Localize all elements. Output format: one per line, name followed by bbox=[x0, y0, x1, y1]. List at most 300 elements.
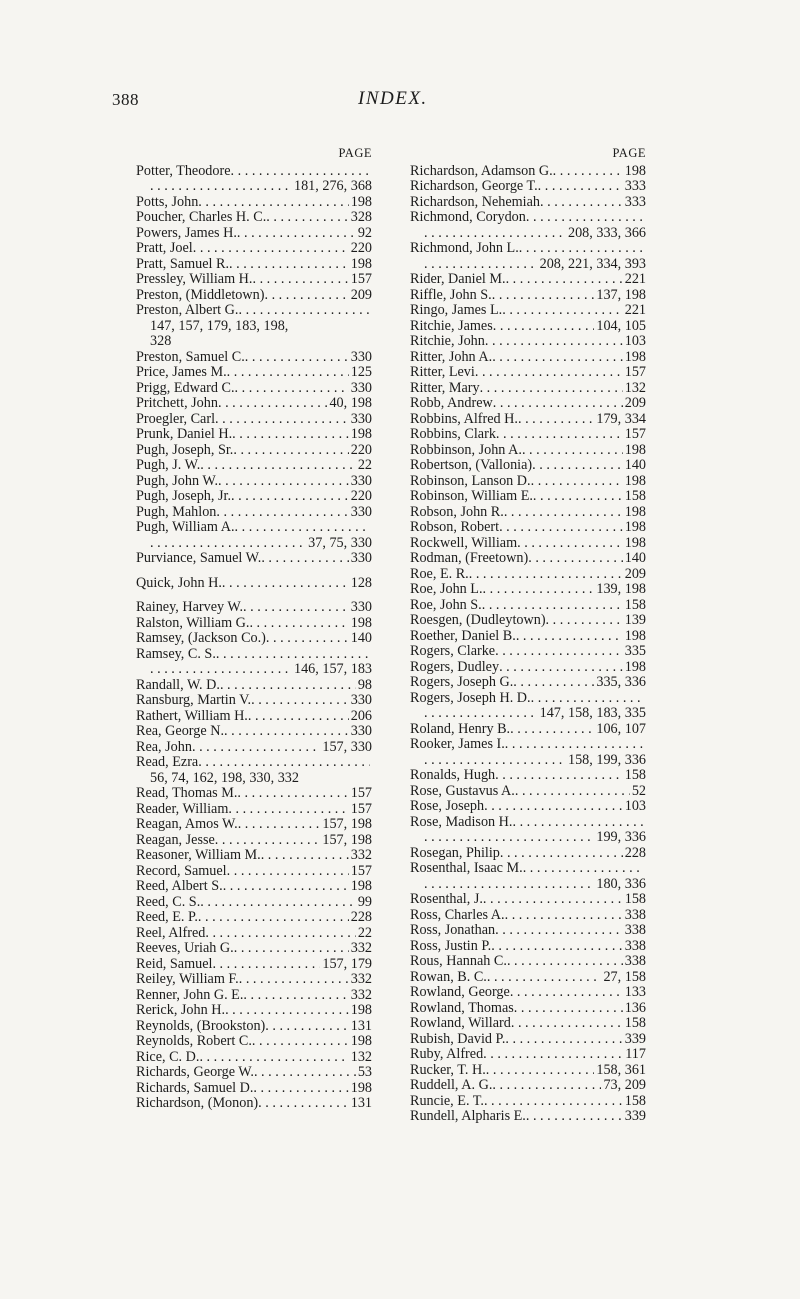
entry-name: Pugh, J. W. bbox=[136, 457, 201, 473]
entry-name: Robbins, Clark bbox=[410, 426, 496, 442]
entry-name: Roe, E. R. bbox=[410, 565, 469, 582]
index-entry bbox=[410, 474, 646, 490]
leader-dots bbox=[499, 520, 623, 536]
entry-pages: 157 bbox=[624, 426, 646, 442]
leader-dots bbox=[253, 1081, 348, 1097]
index-entry bbox=[410, 613, 646, 629]
index-entry bbox=[410, 1016, 646, 1032]
entry-name: Read, Ezra bbox=[136, 754, 199, 770]
index-entry bbox=[410, 846, 646, 862]
entry-name: Roland, Henry B. bbox=[410, 720, 511, 737]
leader-dots bbox=[150, 536, 306, 552]
index-entry bbox=[410, 861, 646, 877]
entry-name: Rowland, George bbox=[410, 984, 510, 1000]
entry-pages: 125 bbox=[350, 364, 372, 380]
entry-name: Ross, Charles A. bbox=[410, 906, 505, 923]
leader-dots bbox=[496, 427, 623, 443]
entry-pages: 106, 107 bbox=[596, 720, 646, 737]
entry-pages: 137, 198 bbox=[596, 286, 646, 303]
index-entry bbox=[410, 350, 646, 366]
leader-dots bbox=[252, 272, 348, 288]
entry-pages: 158, 199, 336 bbox=[567, 751, 646, 768]
leader-dots bbox=[492, 1078, 601, 1094]
entry-name: Roe, John S. bbox=[410, 596, 482, 613]
index-entry bbox=[410, 179, 646, 195]
leader-dots bbox=[511, 1016, 623, 1032]
leader-dots bbox=[531, 691, 644, 707]
entry-pages bbox=[370, 520, 372, 536]
entry-pages: 158 bbox=[624, 1092, 646, 1109]
leader-dots bbox=[231, 164, 370, 180]
index-entry bbox=[136, 631, 372, 647]
entry-pages: 220 bbox=[350, 488, 372, 504]
leader-dots bbox=[252, 1034, 349, 1050]
leader-dots bbox=[222, 576, 349, 592]
index-entry-continuation bbox=[136, 334, 372, 350]
entry-name: Rooker, James I. bbox=[410, 736, 505, 752]
leader-dots bbox=[239, 972, 349, 988]
entry-name: Pressley, William H. bbox=[136, 271, 253, 287]
index-entry bbox=[410, 536, 646, 552]
entry-pages bbox=[370, 755, 372, 771]
entry-name: Pugh, John W. bbox=[136, 472, 218, 489]
leader-dots bbox=[505, 737, 644, 753]
entry-name: Rockwell, William bbox=[410, 534, 518, 551]
index-entry bbox=[410, 799, 646, 815]
entry-name: Rathert, William H. bbox=[136, 707, 248, 724]
entry-name: Rice, C. D. bbox=[136, 1048, 200, 1065]
index-column-left bbox=[136, 146, 372, 1112]
entry-pages: 180, 336 bbox=[596, 875, 646, 892]
entry-pages: 136 bbox=[624, 999, 646, 1016]
leader-dots bbox=[483, 582, 595, 598]
entry-name: Preston, (Middletown) bbox=[136, 286, 265, 303]
leader-dots bbox=[495, 923, 623, 939]
entry-pages: 37, 75, 330 bbox=[308, 534, 372, 551]
index-entry bbox=[136, 709, 372, 725]
entry-name: Ruddell, A. G. bbox=[410, 1077, 493, 1093]
entry-name: Richardson, Adamson G. bbox=[410, 162, 553, 179]
entry-name: Reynolds, Robert C. bbox=[136, 1033, 252, 1049]
index-entry bbox=[136, 350, 372, 366]
leader-dots bbox=[238, 817, 321, 833]
entry-pages: 157 bbox=[350, 785, 372, 801]
entry-name: Renner, John G. E. bbox=[136, 986, 244, 1003]
entry-pages bbox=[644, 210, 646, 226]
entry-pages bbox=[644, 691, 646, 707]
entry-pages: 332 bbox=[350, 940, 372, 956]
index-entry bbox=[136, 817, 372, 833]
leader-dots bbox=[424, 257, 538, 273]
entry-pages: 52 bbox=[631, 782, 646, 799]
leader-dots bbox=[198, 195, 348, 211]
entry-pages: 198 bbox=[350, 255, 372, 272]
leader-dots bbox=[492, 288, 595, 304]
index-entry bbox=[136, 288, 372, 304]
entry-name: Ringo, James L. bbox=[410, 302, 503, 318]
leader-dots bbox=[193, 241, 349, 257]
index-entry bbox=[136, 879, 372, 895]
entry-name: Rous, Hannah C. bbox=[410, 953, 507, 969]
index-entry bbox=[136, 1019, 372, 1035]
entry-name: 147, 157, 179, 183, 198, bbox=[150, 317, 289, 334]
entry-name: Robbins, Alfred H. bbox=[410, 410, 518, 427]
index-entry bbox=[136, 576, 372, 592]
leader-dots bbox=[424, 753, 566, 769]
leader-dots bbox=[531, 474, 623, 490]
entry-pages bbox=[288, 319, 290, 335]
entry-pages: 140 bbox=[624, 457, 646, 473]
index-entry bbox=[136, 972, 372, 988]
entry-pages: 53 bbox=[357, 1064, 372, 1080]
leader-dots bbox=[249, 616, 348, 632]
column-heading: PAGE bbox=[612, 146, 646, 160]
entry-pages: 198 bbox=[350, 1079, 372, 1096]
index-column-right bbox=[410, 146, 646, 1125]
leader-dots bbox=[264, 288, 348, 304]
entry-pages: 198 bbox=[350, 1033, 372, 1049]
index-entry bbox=[410, 722, 646, 738]
entry-pages: 22 bbox=[357, 924, 372, 941]
entry-pages: 332 bbox=[350, 847, 372, 863]
leader-dots bbox=[469, 567, 623, 583]
leader-dots bbox=[261, 551, 348, 567]
entry-name: Ritchie, James bbox=[410, 317, 493, 334]
entry-name: Rainey, Harvey W. bbox=[136, 599, 244, 615]
index-entry bbox=[410, 319, 646, 335]
entry-name: Rogers, Joseph G. bbox=[410, 674, 514, 690]
leader-dots bbox=[243, 600, 349, 616]
entry-pages: 157, 198 bbox=[322, 831, 372, 848]
index-entry bbox=[410, 443, 646, 459]
entry-name: Rosenthal, Isaac M. bbox=[410, 860, 523, 876]
leader-dots bbox=[491, 939, 623, 955]
leader-dots bbox=[192, 740, 320, 756]
entry-name: Ramsey, C. S. bbox=[136, 645, 216, 662]
entry-pages: 221 bbox=[624, 302, 646, 318]
leader-dots bbox=[510, 722, 594, 738]
index-entry bbox=[136, 381, 372, 397]
entry-pages: 128 bbox=[350, 574, 372, 591]
leader-dots bbox=[505, 1032, 622, 1048]
entry-pages bbox=[171, 334, 173, 350]
index-entry bbox=[410, 427, 646, 443]
leader-dots bbox=[523, 861, 644, 877]
entry-pages: 131 bbox=[350, 1017, 372, 1034]
index-entry bbox=[136, 647, 372, 663]
leader-dots bbox=[223, 879, 349, 895]
index-entry bbox=[410, 272, 646, 288]
index-entry bbox=[136, 1003, 372, 1019]
index-entry bbox=[136, 755, 372, 771]
entry-name: Purviance, Samuel W. bbox=[136, 550, 262, 566]
entry-name: Reel, Alfred bbox=[136, 924, 206, 941]
entry-name: Rosenthal, J. bbox=[410, 891, 483, 907]
index-entry bbox=[136, 724, 372, 740]
entry-pages: 181, 276, 368 bbox=[293, 178, 372, 194]
entry-name: 328 bbox=[150, 333, 172, 349]
entry-pages: 147, 158, 183, 335 bbox=[539, 705, 646, 721]
leader-dots bbox=[538, 179, 623, 195]
entry-name: Ronalds, Hugh bbox=[410, 767, 496, 783]
leader-dots bbox=[231, 489, 349, 505]
entry-pages: 198 bbox=[350, 1002, 372, 1018]
index-entry bbox=[410, 660, 646, 676]
leader-dots bbox=[237, 226, 356, 242]
entry-pages: 146, 157, 183 bbox=[293, 661, 372, 677]
leader-dots bbox=[200, 458, 356, 474]
leader-dots bbox=[484, 1094, 623, 1110]
entry-name: Ralston, William G. bbox=[136, 614, 250, 631]
index-entry bbox=[136, 1065, 372, 1081]
entry-pages: 339 bbox=[624, 1030, 646, 1047]
index-entry bbox=[410, 520, 646, 536]
entry-pages: 198 bbox=[624, 658, 646, 675]
entry-pages bbox=[370, 303, 372, 319]
index-entry bbox=[136, 164, 372, 180]
entry-name: Robinson, Lanson D. bbox=[410, 472, 531, 489]
leader-dots bbox=[522, 443, 623, 459]
leader-dots bbox=[516, 629, 623, 645]
entry-pages: 338 bbox=[624, 953, 646, 969]
index-entry bbox=[136, 443, 372, 459]
index-entry bbox=[410, 629, 646, 645]
leader-dots bbox=[482, 598, 623, 614]
index-entry bbox=[136, 226, 372, 242]
leader-dots bbox=[243, 988, 348, 1004]
index-entry-continuation bbox=[136, 662, 372, 678]
index-entry bbox=[410, 892, 646, 908]
index-entry bbox=[410, 458, 646, 474]
entry-pages: 335, 336 bbox=[596, 674, 646, 690]
index-entry bbox=[136, 1096, 372, 1112]
index-entry bbox=[136, 303, 372, 319]
index-entry bbox=[136, 458, 372, 474]
index-entry bbox=[410, 598, 646, 614]
leader-dots bbox=[199, 1050, 348, 1066]
entry-pages: 330 bbox=[350, 599, 372, 615]
column-heading: PAGE bbox=[338, 146, 372, 160]
leader-dots bbox=[502, 303, 623, 319]
entry-name: Pratt, Joel bbox=[136, 240, 193, 256]
leader-dots bbox=[480, 381, 623, 397]
leader-dots bbox=[228, 802, 348, 818]
index-entry bbox=[136, 740, 372, 756]
entry-pages: 158 bbox=[624, 596, 646, 613]
entry-name: Roesgen, (Dudleytown) bbox=[410, 612, 546, 628]
leader-dots bbox=[234, 941, 349, 957]
leader-dots bbox=[492, 350, 623, 366]
index-entry bbox=[410, 737, 646, 753]
entry-pages: 158 bbox=[624, 1015, 646, 1031]
entry-name: Preston, Samuel C. bbox=[136, 348, 245, 365]
index-entry bbox=[136, 1081, 372, 1097]
entry-pages: 228 bbox=[350, 909, 372, 925]
entry-name: Rosegan, Philip bbox=[410, 844, 500, 861]
entry-name: Richmond, Corydon bbox=[410, 209, 526, 225]
entry-pages: 209 bbox=[350, 286, 372, 303]
index-entry bbox=[410, 970, 646, 986]
leader-dots bbox=[216, 505, 348, 521]
entry-pages: 198 bbox=[350, 878, 372, 894]
entry-name: Richards, George W. bbox=[136, 1064, 254, 1080]
entry-pages bbox=[370, 164, 372, 180]
entry-pages: 199, 336 bbox=[596, 829, 646, 845]
entry-name: Ruby, Alfred bbox=[410, 1046, 484, 1062]
leader-dots bbox=[499, 660, 623, 676]
index-entry bbox=[410, 1047, 646, 1063]
entry-name: Rundell, Alpharis E. bbox=[410, 1108, 526, 1124]
index-entry bbox=[410, 365, 646, 381]
entry-name: Richardson, Nehemiah bbox=[410, 193, 541, 210]
leader-dots bbox=[218, 396, 327, 412]
entry-name: Rubish, David P. bbox=[410, 1030, 506, 1047]
leader-dots bbox=[220, 678, 356, 694]
leader-dots bbox=[205, 926, 355, 942]
entry-name: Reeves, Uriah G. bbox=[136, 940, 234, 956]
entry-name: Robertson, (Vallonia) bbox=[410, 457, 533, 473]
entry-pages: 140 bbox=[350, 630, 372, 646]
entry-name: Pugh, William A. bbox=[136, 519, 235, 535]
entry-pages: 339 bbox=[624, 1108, 646, 1124]
index-entry bbox=[136, 693, 372, 709]
entry-pages: 228 bbox=[624, 844, 646, 861]
entry-name: Poucher, Charles H. C. bbox=[136, 209, 267, 225]
index-entry bbox=[410, 985, 646, 1001]
leader-dots bbox=[504, 505, 623, 521]
index-entry bbox=[410, 288, 646, 304]
entry-name: Rose, Joseph bbox=[410, 798, 485, 814]
index-entry bbox=[136, 257, 372, 273]
entry-pages: 157 bbox=[350, 271, 372, 287]
leader-dots bbox=[235, 381, 349, 397]
leader-dots bbox=[493, 396, 623, 412]
entry-pages bbox=[299, 771, 301, 787]
leader-dots bbox=[198, 910, 349, 926]
leader-dots bbox=[224, 724, 349, 740]
index-entry-continuation bbox=[410, 830, 646, 846]
leader-dots bbox=[507, 954, 623, 970]
entry-pages: 157 bbox=[350, 862, 372, 879]
index-entry bbox=[136, 988, 372, 1004]
entry-pages: 198 bbox=[624, 441, 646, 458]
index-entry bbox=[136, 802, 372, 818]
entry-pages: 330 bbox=[350, 692, 372, 708]
entry-pages: 158 bbox=[624, 488, 646, 504]
entry-name: 56, 74, 162, 198, 330, 332 bbox=[150, 769, 299, 786]
entry-name: Rerick, John H. bbox=[136, 1002, 226, 1018]
leader-dots bbox=[505, 908, 623, 924]
entry-pages: 140 bbox=[624, 550, 646, 566]
leader-dots bbox=[546, 613, 623, 629]
entry-pages: 92 bbox=[357, 224, 372, 241]
entry-name: Richards, Samuel D. bbox=[136, 1079, 254, 1096]
entry-name: Prigg, Edward C. bbox=[136, 379, 235, 396]
entry-name: Prunk, Daniel H. bbox=[136, 426, 233, 442]
leader-dots bbox=[212, 957, 320, 973]
index-entry bbox=[136, 241, 372, 257]
entry-pages: 198 bbox=[350, 614, 372, 631]
entry-pages: 220 bbox=[350, 441, 372, 458]
index-entry bbox=[410, 908, 646, 924]
entry-name: Roether, Daniel B. bbox=[410, 627, 516, 644]
entry-pages: 103 bbox=[624, 798, 646, 814]
entry-pages: 208, 221, 334, 393 bbox=[539, 255, 646, 272]
entry-pages: 338 bbox=[624, 906, 646, 923]
entry-pages: 330 bbox=[350, 410, 372, 427]
leader-dots bbox=[517, 536, 623, 552]
entry-pages: 330 bbox=[350, 379, 372, 396]
index-entry bbox=[136, 941, 372, 957]
index-entry bbox=[410, 768, 646, 784]
leader-dots bbox=[237, 786, 348, 802]
index-entry bbox=[410, 691, 646, 707]
index-entry bbox=[410, 505, 646, 521]
index-entry bbox=[136, 505, 372, 521]
index-entry bbox=[136, 864, 372, 880]
index-entry-continuation bbox=[136, 771, 372, 787]
leader-dots bbox=[266, 631, 349, 647]
leader-dots bbox=[216, 647, 370, 663]
leader-dots bbox=[227, 365, 349, 381]
entry-name: Roe, John L. bbox=[410, 581, 483, 597]
entry-pages: 73, 209 bbox=[603, 1077, 646, 1093]
entry-name: Pugh, Mahlon bbox=[136, 503, 217, 520]
leader-dots bbox=[528, 551, 623, 567]
entry-pages: 338 bbox=[624, 937, 646, 954]
leader-dots bbox=[225, 1003, 349, 1019]
entry-pages: 209 bbox=[624, 395, 646, 411]
leader-dots bbox=[232, 427, 349, 443]
leader-dots bbox=[485, 334, 623, 350]
index-entry bbox=[136, 396, 372, 412]
index-entry bbox=[410, 1094, 646, 1110]
entry-pages: 157, 330 bbox=[322, 738, 372, 755]
index-entry bbox=[410, 412, 646, 428]
entry-name: Record, Samuel bbox=[136, 862, 227, 879]
entry-pages: 333 bbox=[624, 193, 646, 210]
index-entry bbox=[136, 551, 372, 567]
entry-name: Reader, William bbox=[136, 800, 229, 817]
entry-pages: 132 bbox=[624, 379, 646, 396]
index-entry bbox=[136, 272, 372, 288]
entry-pages: 133 bbox=[624, 984, 646, 1000]
index-entry bbox=[136, 489, 372, 505]
index-entry bbox=[136, 210, 372, 226]
entry-pages: 157, 198 bbox=[322, 816, 372, 832]
entry-pages: 198 bbox=[624, 472, 646, 489]
leader-dots bbox=[215, 833, 321, 849]
index-entry bbox=[410, 1078, 646, 1094]
entry-name: Reynolds, (Brookston) bbox=[136, 1017, 266, 1034]
entry-name: Ritchie, John bbox=[410, 333, 485, 349]
leader-dots bbox=[215, 412, 349, 428]
entry-pages: 104, 105 bbox=[596, 317, 646, 334]
leader-dots bbox=[258, 1096, 349, 1112]
index-entry bbox=[410, 923, 646, 939]
entry-name: Ross, Jonathan bbox=[410, 922, 496, 938]
index-entry bbox=[136, 412, 372, 428]
entry-pages: 158 bbox=[624, 891, 646, 907]
index-entry bbox=[136, 910, 372, 926]
entry-pages: 198 bbox=[624, 348, 646, 365]
entry-name: Rogers, Clarke bbox=[410, 643, 496, 659]
entry-pages: 157, 179 bbox=[322, 955, 372, 972]
entry-name: Richmond, John L. bbox=[410, 240, 519, 256]
index-entry bbox=[136, 195, 372, 211]
entry-name: Pugh, Joseph, Sr. bbox=[136, 441, 234, 458]
index-entry-continuation bbox=[410, 226, 646, 242]
